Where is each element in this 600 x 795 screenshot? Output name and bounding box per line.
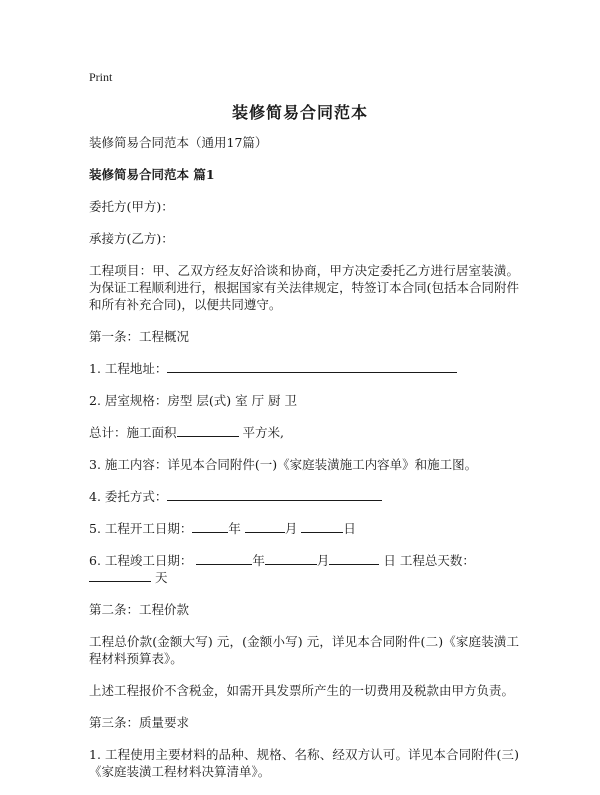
end-year-blank <box>196 552 252 565</box>
end-year-unit: 年 <box>252 553 265 568</box>
item-3-scope: 3. 施工内容：详见本合同附件(一)《家庭装潢施工内容单》和施工图。 <box>89 457 478 472</box>
end-month-unit: 月 <box>316 553 330 568</box>
total-area-line <box>89 424 519 441</box>
tax-paragraph: 上述工程报价不含税金，如需开具发票所产生的一切费用及税款由甲方负责。 <box>89 683 515 698</box>
price-paragraph: 工程总价款(金额大写) 元，(金额小写) 元，详见本合同附件(二)《家庭装潢工程材料预算表》。 <box>89 634 519 666</box>
article-1-title: 第一条：工程概况 <box>89 329 190 344</box>
quality-item-1: 1. 工程使用主要材料的品种、规格、名称、经双方认可。详见本合同附件(三)《家庭装潢工程材料决算清单》。 <box>89 747 519 779</box>
item-6-end-date <box>89 552 519 586</box>
start-month-unit: 月 <box>284 521 298 536</box>
document-subtitle: 装修简易合同范本（通用17篇） <box>89 135 268 150</box>
item-1-label: 1. 工程地址： <box>89 361 168 376</box>
total-area-label: 总计：施工面积 <box>89 425 177 440</box>
item-6-label: 6. 工程竣工日期： <box>89 553 193 568</box>
end-day-blank <box>329 552 379 565</box>
print-link[interactable]: Print <box>89 70 113 84</box>
total-area-unit: 平方米, <box>242 425 284 440</box>
start-day-unit: 日 <box>343 521 356 536</box>
start-month-blank <box>245 520 285 533</box>
area-blank <box>177 424 239 437</box>
address-blank <box>167 360 457 373</box>
item-1-address <box>89 360 519 377</box>
article-2-title: 第二条：工程价款 <box>89 602 190 617</box>
method-blank <box>167 488 382 501</box>
start-year-unit: 年 <box>228 521 241 536</box>
end-day-total-label: 日 工程总天数： <box>383 553 475 568</box>
total-days-unit: 天 <box>154 570 168 585</box>
section-heading: 装修简易合同范本 篇1 <box>89 167 215 182</box>
start-year-blank <box>192 520 228 533</box>
item-5-start-date <box>89 520 519 537</box>
party-a-line: 委托方(甲方)： <box>89 199 174 214</box>
item-5-label: 5. 工程开工日期： <box>89 521 193 536</box>
intro-paragraph: 工程项目：甲、乙双方经友好洽谈和协商，甲方决定委托乙方进行居室装潢。为保证工程顺利进行，根据国家有关法律规定，特签订本合同(包括本合同附件和所有补充合同)，以便共同遵守。 <box>89 263 519 312</box>
item-4-label: 4. 委托方式： <box>89 489 168 504</box>
end-month-blank <box>265 552 317 565</box>
article-3-title: 第三条：质量要求 <box>89 715 190 730</box>
document-title: 装修简易合同范本 <box>231 103 368 122</box>
party-b-line: 承接方(乙方)： <box>89 231 174 246</box>
total-days-blank <box>89 569 151 582</box>
item-2-room-spec: 2. 居室规格：房型 层(式) 室 厅 厨 卫 <box>89 393 298 408</box>
document-body <box>89 134 519 795</box>
start-day-blank <box>301 520 343 533</box>
item-4-method <box>89 488 519 505</box>
